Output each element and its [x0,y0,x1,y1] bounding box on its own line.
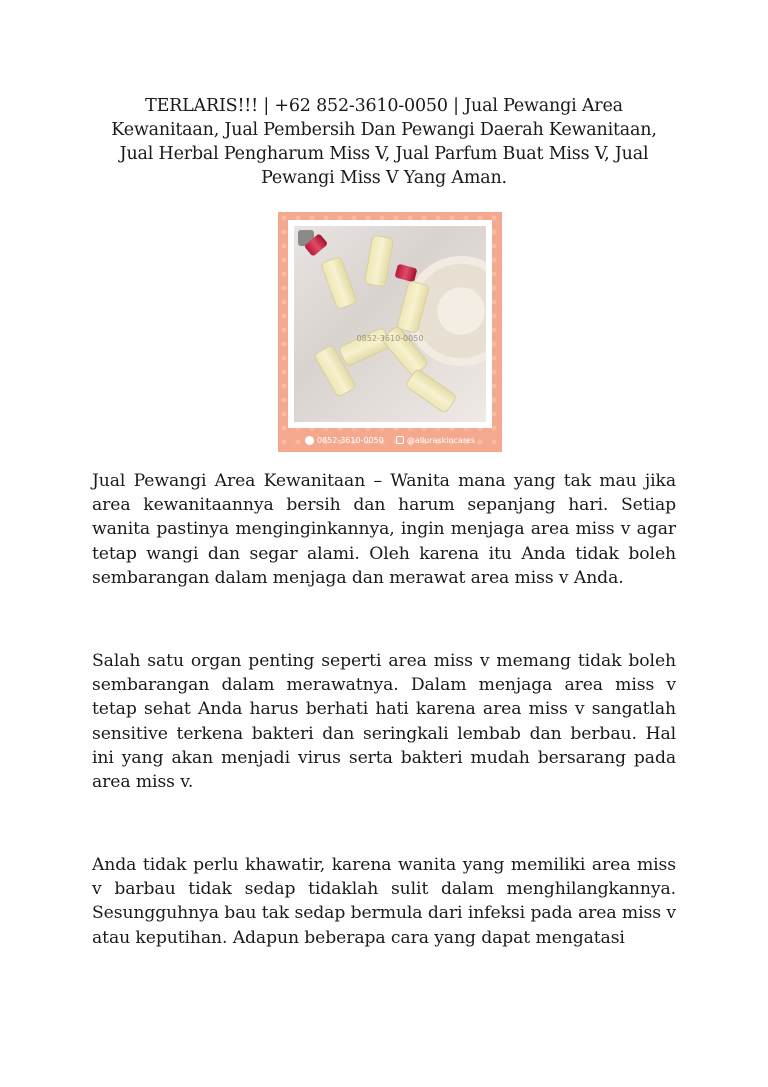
instagram-icon [396,436,404,444]
image-watermark: 0852-3610-0050 [356,334,424,343]
vial-cap-shape [395,264,418,283]
paragraph: Anda tidak perlu khawatir, karena wanita yang memiliki area miss v barbau tidak sedap tidaklah sulit dalam menghilangkannya. Sesungguhnya bau tak sedap bermula dari infeksi pada area miss v atau keputihan. Adapun beberapa cara yang dapat mengatasi [92,855,676,948]
vial-shape [404,368,458,415]
product-image [278,212,502,452]
whatsapp-icon [305,436,314,445]
phone-number: 0852-3610-0050 [316,435,384,445]
product-photo [294,226,486,422]
paragraph: Salah satu organ penting seperti area miss v memang tidak boleh sembarangan dalam merawatnya. Dalam menjaga area miss v tetap sehat Anda harus berhati hati karena area miss v sangatlah sensitive terkena bakteri dan seringkali lembab dan berbau. Hal ini yang akan menjadi virus serta bakteri mudah bersarang pada area miss v. [92,651,676,793]
document-title: TERLARIS!!! | +62 852-3610-0050 | Jual Pewangi Area Kewanitaan, Jual Pembersih Dan Pewangi Daerah Kewanitaan, Jual Herbal Pengharum Miss V, Jual Parfum Buat Miss V, Jual Pewangi Miss V Yang Aman. [111,96,657,188]
phone-contact [305,436,384,445]
instagram-contact [396,436,475,445]
vial-shape [364,234,394,287]
image-footer [278,433,502,447]
image-frame [288,220,492,428]
vial-shape [320,256,358,311]
paragraph: Jual Pewangi Area Kewanitaan – Wanita mana yang tak mau jika area kewanitaannya bersih dan harum sepanjang hari. Setiap wanita pastinya menginginkannya, ingin menjaga area miss v agar tetap wangi dan segar alami. Oleh karena itu Anda tidak boleh sembarangan dalam menjaga dan merawat area miss v Anda. [92,471,676,588]
vial-shape [338,326,393,367]
instagram-handle: @alluraskincares [406,435,476,445]
